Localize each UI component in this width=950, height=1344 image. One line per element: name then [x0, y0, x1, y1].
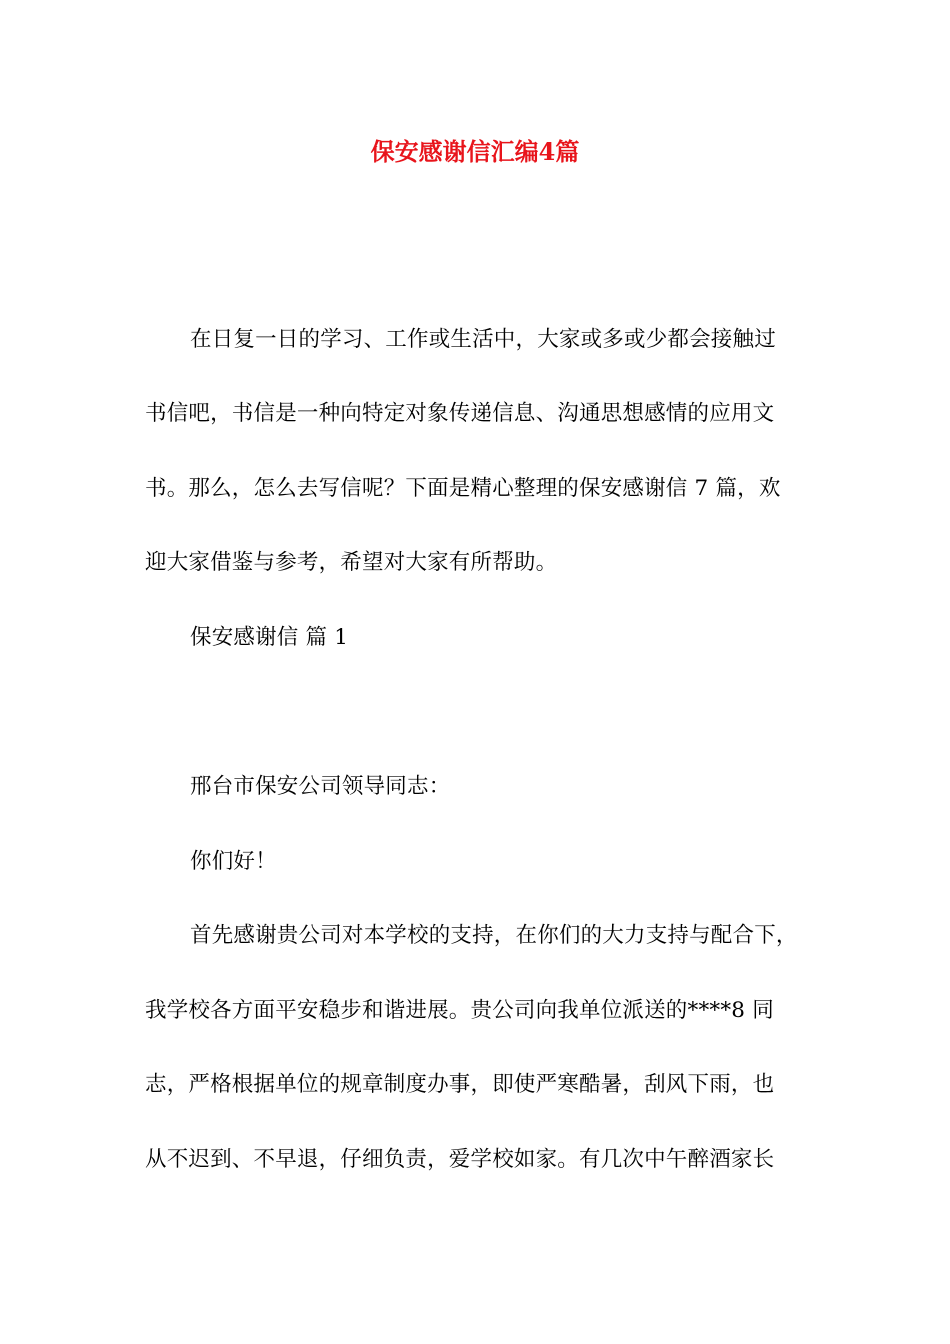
intro-line: 在日复一日的学习、工作或生活中，大家或多或少都会接触过: [190, 327, 776, 352]
section-heading: 保安感谢信 篇 1: [190, 625, 349, 650]
document-title: 保安感谢信汇编4篇: [370, 137, 580, 166]
body-line: 我学校各方面平安稳步和谐进展。贵公司向我单位派送的****8 同: [145, 998, 774, 1023]
salutation: 邢台市保安公司领导同志：: [190, 774, 451, 799]
intro-line: 书信吧，书信是一种向特定对象传递信息、沟通思想感情的应用文: [145, 401, 775, 426]
intro-line: 书。那么，怎么去写信呢？下面是精心整理的保安感谢信 7 篇，欢: [145, 476, 781, 501]
intro-line: 迎大家借鉴与参考，希望对大家有所帮助。: [145, 550, 558, 575]
body-line: 首先感谢贵公司对本学校的支持，在你们的大力支持与配合下，: [190, 923, 798, 948]
body-line: 从不迟到、不早退，仔细负责，爱学校如家。有几次中午醉酒家长: [145, 1147, 775, 1172]
greeting: 你们好！: [190, 849, 277, 874]
body-line: 志，严格根据单位的规章制度办事，即使严寒酷暑，刮风下雨，也: [145, 1072, 775, 1097]
